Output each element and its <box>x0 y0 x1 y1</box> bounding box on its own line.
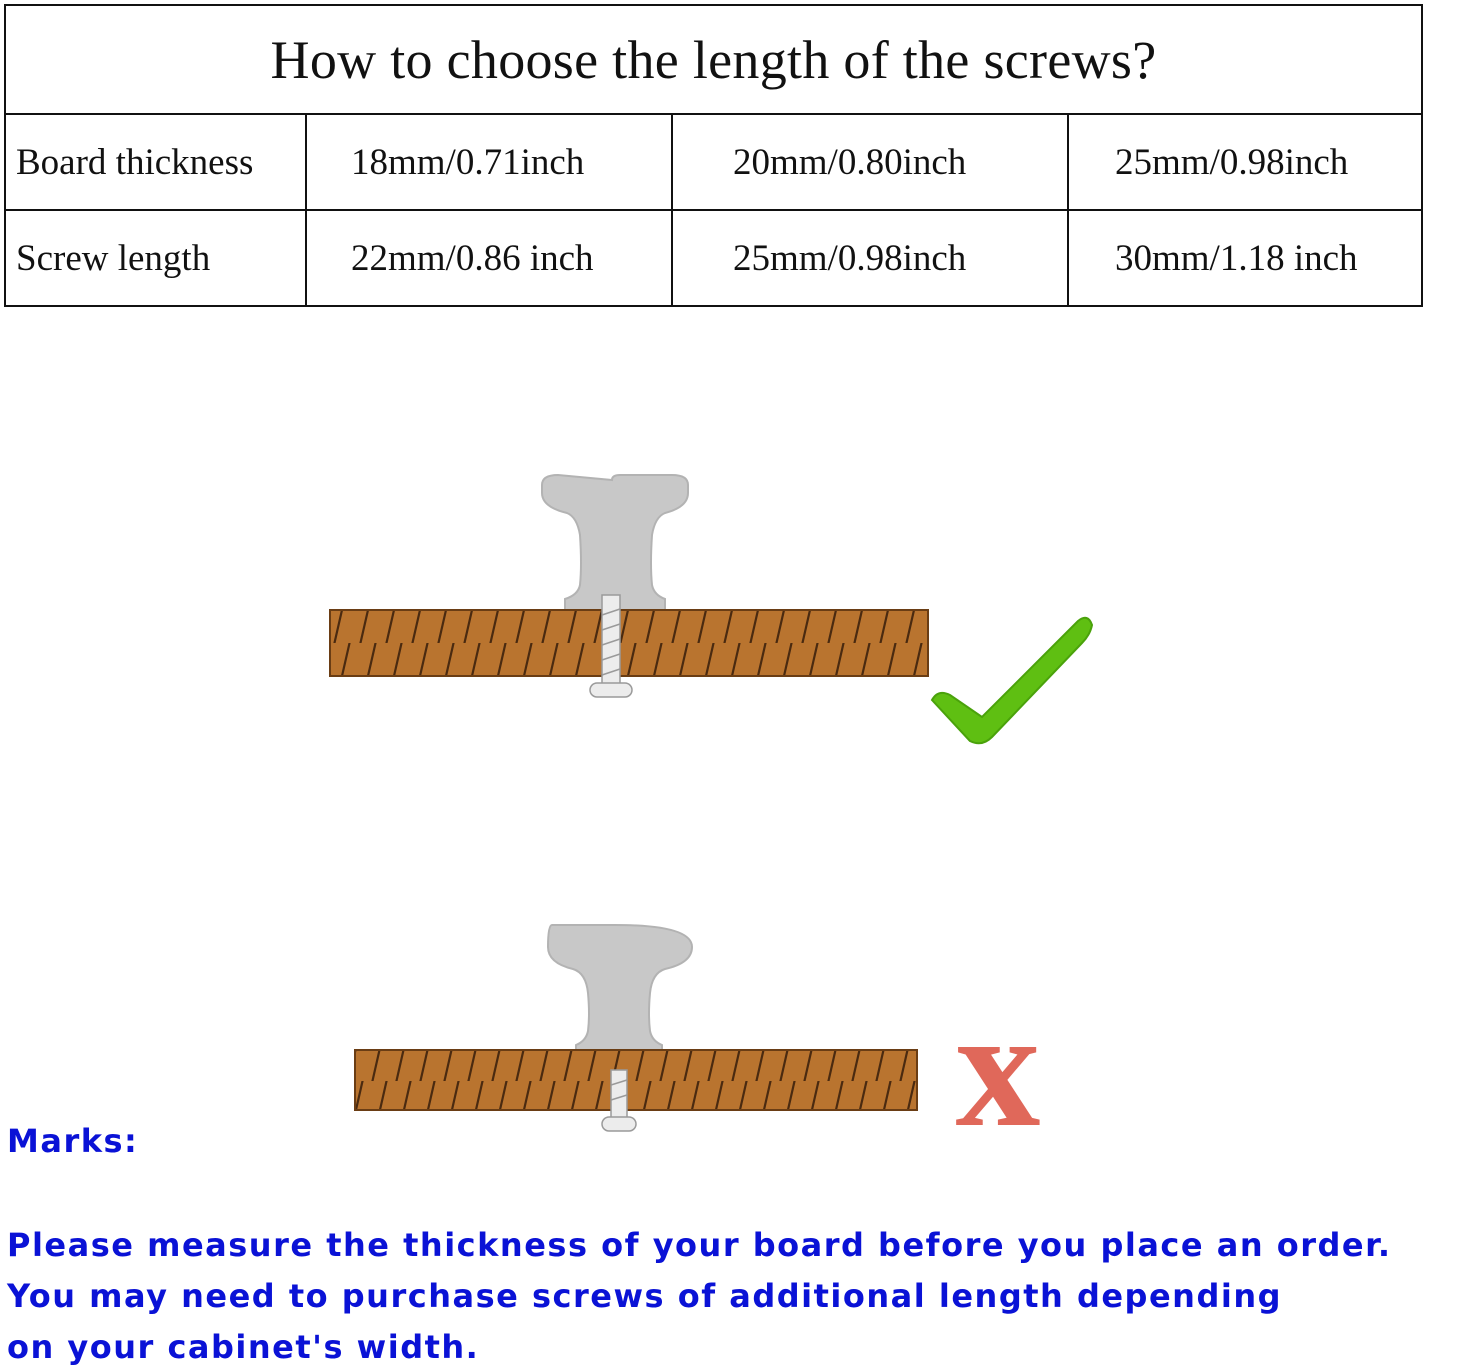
table-cell: 18mm/0.71inch <box>306 114 672 210</box>
table-title: How to choose the length of the screws? <box>5 5 1422 114</box>
table-cell: 30mm/1.18 inch <box>1068 210 1422 306</box>
table-cell: 25mm/0.98inch <box>1068 114 1422 210</box>
table-cell: 20mm/0.80inch <box>672 114 1068 210</box>
marks-heading: Marks: <box>7 1122 139 1160</box>
table-row-board-thickness <box>5 114 1422 210</box>
row-label: Board thickness <box>5 114 306 210</box>
screw-length-table <box>4 4 1423 307</box>
correct-installation-diagram <box>320 445 1120 765</box>
table-cell: 22mm/0.86 inch <box>306 210 672 306</box>
board <box>355 1050 917 1110</box>
wrong-installation-diagram <box>340 895 1100 1155</box>
table-cell: 25mm/0.98inch <box>672 210 1068 306</box>
row-label: Screw length <box>5 210 306 306</box>
check-mark-icon <box>932 618 1092 743</box>
cross-mark-icon: x <box>955 974 1041 1155</box>
knob-icon <box>542 475 688 610</box>
knob-icon <box>548 925 692 1050</box>
board <box>330 610 928 676</box>
table-row-screw-length <box>5 210 1422 306</box>
note-line: Please measure the thickness of your board before you place an order. <box>7 1226 1392 1264</box>
note-line: You may need to purchase screws of additional length depending <box>7 1277 1282 1315</box>
note-line: on your cabinet's width. <box>7 1328 480 1366</box>
